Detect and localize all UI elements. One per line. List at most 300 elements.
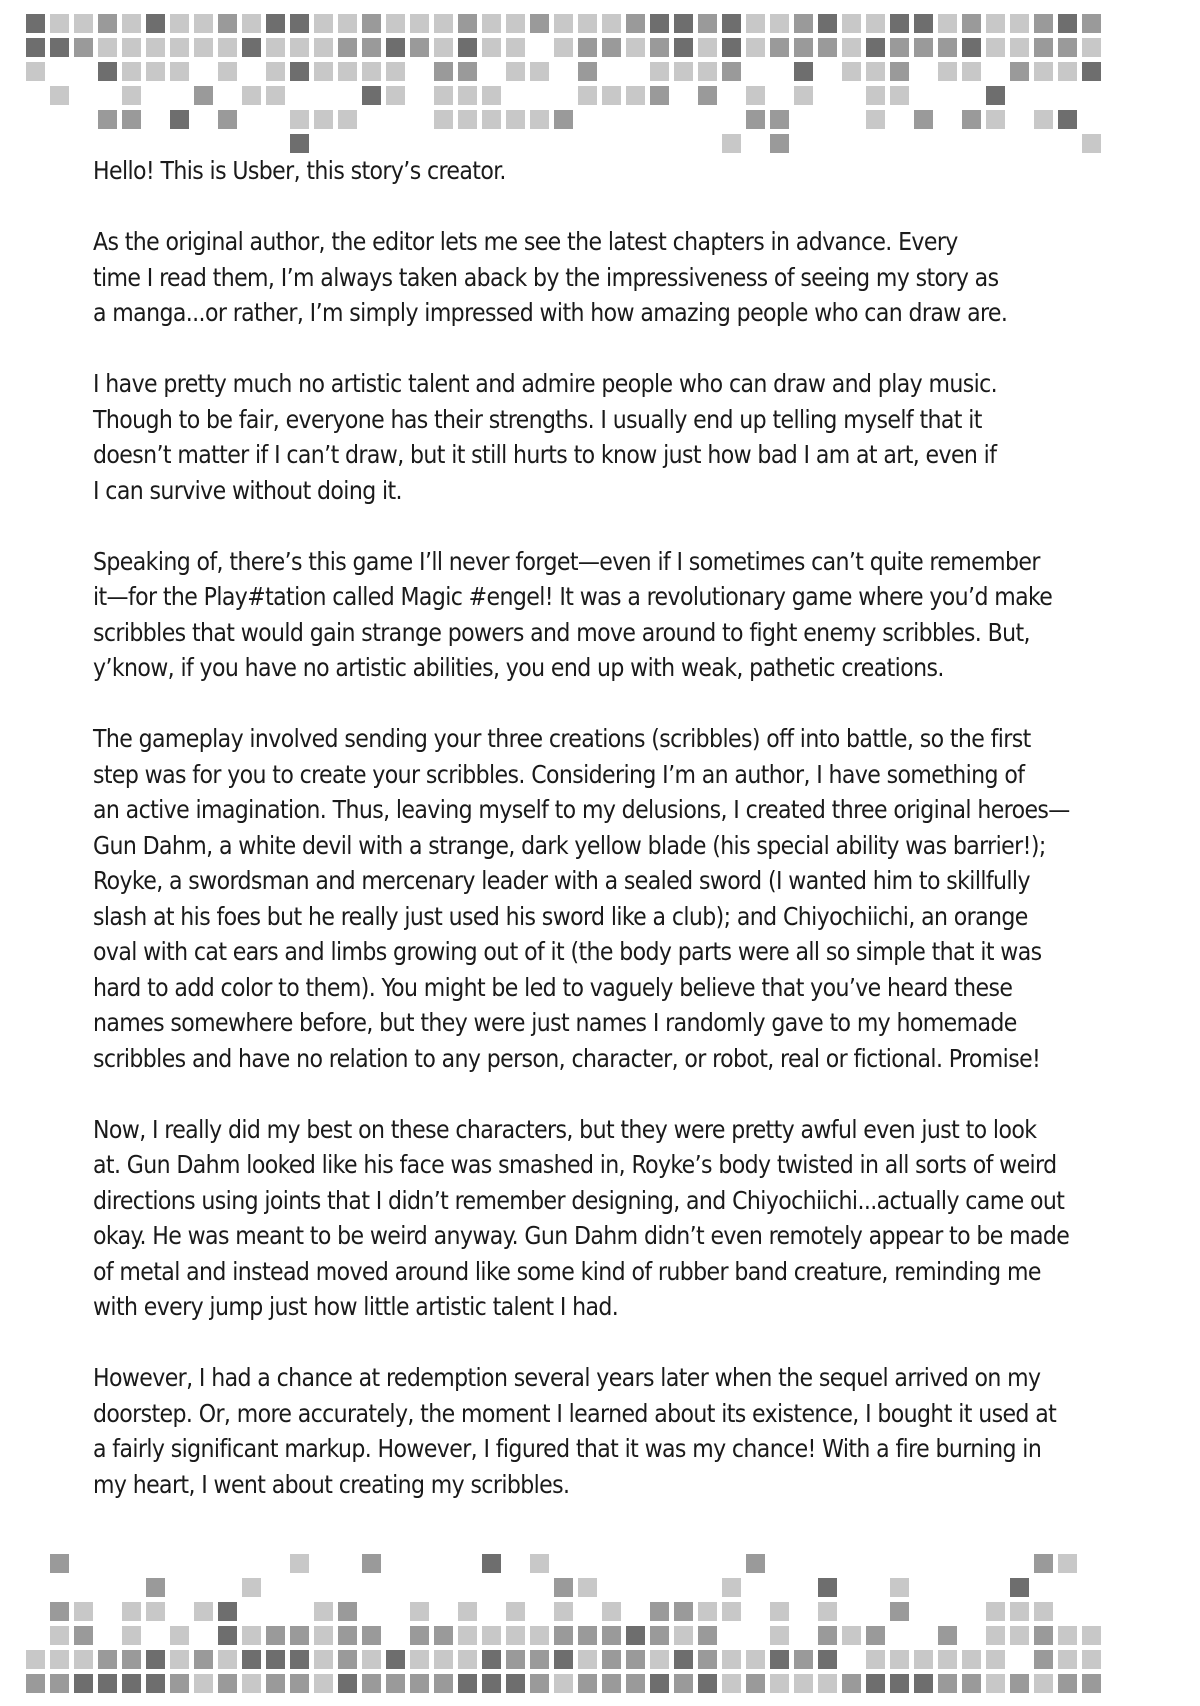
pixel-square [1058,1650,1077,1669]
pixel-square [386,14,405,33]
pixel-square [578,1626,597,1645]
pixel-square [434,110,453,129]
paragraph [93,721,1123,1076]
pixel-square [650,1602,669,1621]
pixel-square [674,1674,693,1693]
pixel-square [698,14,717,33]
pixel-square [1058,14,1077,33]
pixel-square [1034,14,1053,33]
pixel-square [266,1650,285,1669]
pixel-square [866,1626,885,1645]
pixel-square [746,1554,765,1573]
pixel-square [194,38,213,57]
pixel-square [698,62,717,81]
pixel-square [242,1674,261,1693]
pixel-square [170,1626,189,1645]
pixel-square [842,1626,861,1645]
text-line: okay. He was meant to be weird anyway. Gun Dahm didn’t even remotely appear to be made [93,1221,1070,1250]
pixel-square [602,1626,621,1645]
text-line: names somewhere before, but they were just names I randomly gave to my homemade [93,1008,1017,1037]
pixel-square [1058,38,1077,57]
pixel-square [482,38,501,57]
pixel-square [794,14,813,33]
pixel-square [1058,1554,1077,1573]
pixel-square [170,62,189,81]
pixel-square [290,110,309,129]
pixel-square [890,1578,909,1597]
pixel-square [1058,62,1077,81]
pixel-square [506,14,525,33]
pixel-square [938,62,957,81]
pixel-square [554,38,573,57]
pixel-square [794,38,813,57]
pixel-square [914,38,933,57]
pixel-square [482,1674,501,1693]
text-line: scribbles that would gain strange powers and move around to fight enemy scribbles. But, [93,617,1030,647]
pixel-square [314,1626,333,1645]
text-line: doorstep. Or, more accurately, the moment I learned about its existence, I bought it used at [93,1398,1057,1428]
pixel-square [458,62,477,81]
pixel-square [530,1674,549,1693]
pixel-square [962,38,981,57]
pixel-square [98,38,117,57]
pixel-square [1082,1674,1101,1693]
pixel-square [194,1674,213,1693]
pixel-square [434,86,453,105]
text-line: Now, I really did my best on these characters, but they were pretty awful even just to look [93,1114,1037,1144]
pixel-square [602,38,621,57]
pixel-square [170,38,189,57]
pixel-square [338,1674,357,1693]
pixel-square [242,38,261,57]
pixel-square [866,38,885,57]
pixel-square [314,1650,333,1669]
pixel-square [866,14,885,33]
pixel-square [1034,1554,1053,1573]
pixel-square [914,14,933,33]
pixel-square [26,62,45,81]
pixel-square [26,14,45,33]
pixel-square [602,1674,621,1693]
pixel-square [482,1626,501,1645]
pixel-square [194,14,213,33]
pixel-square [842,62,861,81]
pixel-square [650,1674,669,1693]
pixel-square [362,1554,381,1573]
pixel-square [482,86,501,105]
pixel-square [770,1674,789,1693]
pixel-square [218,62,237,81]
pixel-square [314,110,333,129]
pixel-square [914,110,933,129]
pixel-square [314,1674,333,1693]
pixel-square [362,1650,381,1669]
text-line: The gameplay involved sending your three creations (scribbles) off into battle, so the first [93,724,1031,753]
pixel-square [794,86,813,105]
text-line: As the original author, the editor lets me see the latest chapters in advance. Every [93,227,958,256]
pixel-square [578,86,597,105]
text-line: Royke, a swordsman and mercenary leader with a sealed sword (I wanted him to skillfully [93,866,1030,895]
pixel-square [434,1626,453,1645]
pixel-square [578,62,597,81]
pixel-square [218,1674,237,1693]
pixel-square [722,62,741,81]
pixel-square [386,62,405,81]
pixel-square [626,86,645,105]
text-line: an active imagination. Thus, leaving myself to my delusions, I created three original heroes— [93,795,1070,824]
pixel-square [890,1650,909,1669]
pixel-square [146,38,165,57]
pixel-square [986,1650,1005,1669]
pixel-square [554,1602,573,1621]
pixel-square [314,14,333,33]
pixel-square [434,1674,453,1693]
paragraph [93,153,1123,189]
pixel-square [1082,134,1101,153]
pixel-square [530,110,549,129]
pixel-square [962,1674,981,1693]
pixel-square [194,86,213,105]
text-line: hard to add color to them). You might be led to vaguely believe that you’ve heard these [93,972,1013,1002]
pixel-square [506,1602,525,1621]
paragraph [93,366,1123,508]
pixel-square [890,38,909,57]
pixel-square [290,38,309,57]
pixel-square [698,1650,717,1669]
pixel-square [242,1578,261,1597]
pixel-square [818,38,837,57]
pixel-square [674,38,693,57]
pixel-square [938,1674,957,1693]
pixel-square [794,1650,813,1669]
pixel-square [266,1674,285,1693]
pixel-square [458,38,477,57]
pixel-square [962,1650,981,1669]
pixel-square [986,86,1005,105]
pixel-square [1034,1674,1053,1693]
pixel-square [290,1650,309,1669]
pixel-square [338,14,357,33]
pixel-square [938,1650,957,1669]
pixel-square [266,1626,285,1645]
pixel-square [290,1674,309,1693]
pixel-square [770,1626,789,1645]
bottom-pixel-border [0,1546,1200,1706]
pixel-square [770,134,789,153]
pixel-square [1082,62,1101,81]
pixel-square [746,1650,765,1669]
pixel-square [1010,1674,1029,1693]
pixel-square [602,86,621,105]
pixel-square [338,62,357,81]
pixel-square [506,1674,525,1693]
pixel-square [1034,1602,1053,1621]
pixel-square [146,1578,165,1597]
pixel-square [98,1650,117,1669]
pixel-square [938,38,957,57]
pixel-square [746,14,765,33]
pixel-square [506,38,525,57]
pixel-square [122,86,141,105]
pixel-square [554,1650,573,1669]
pixel-square [866,110,885,129]
pixel-square [242,86,261,105]
pixel-square [650,1650,669,1669]
pixel-square [554,1578,573,1597]
pixel-square [1010,1626,1029,1645]
pixel-square [50,1674,69,1693]
pixel-square [1082,14,1101,33]
pixel-square [290,14,309,33]
pixel-square [98,62,117,81]
text-line: directions using joints that I didn’t remember designing, and Chiyochiichi...actually came out [93,1185,1065,1215]
pixel-square [242,1626,261,1645]
pixel-square [122,1602,141,1621]
pixel-square [770,1602,789,1621]
pixel-square [986,14,1005,33]
pixel-square [770,38,789,57]
text-line: I have pretty much no artistic talent and admire people who can draw and play music. [93,369,998,398]
pixel-square [314,62,333,81]
pixel-square [122,1626,141,1645]
text-line: it—for the Play#tation called Magic #engel! It was a revolutionary game where you’d make [93,582,1053,611]
pixel-square [1034,1650,1053,1669]
pixel-square [74,1602,93,1621]
pixel-square [434,14,453,33]
pixel-square [146,1650,165,1669]
pixel-square [170,110,189,129]
pixel-square [890,86,909,105]
text-line: However, I had a chance at redemption several years later when the sequel arrived on my [93,1363,1041,1392]
pixel-square [218,110,237,129]
pixel-square [938,1626,957,1645]
pixel-square [722,134,741,153]
pixel-square [386,86,405,105]
pixel-square [482,14,501,33]
text-line: scribbles and have no relation to any person, character, or robot, real or fictional. Promise! [93,1043,1041,1073]
pixel-square [818,14,837,33]
pixel-square [122,1674,141,1693]
top-pixel-border [0,0,1200,160]
pixel-square [626,14,645,33]
pixel-square [242,1650,261,1669]
pixel-square [50,38,69,57]
pixel-square [698,1674,717,1693]
pixel-square [122,14,141,33]
pixel-square [1058,1674,1077,1693]
pixel-square [146,14,165,33]
pixel-square [1034,1626,1053,1645]
pixel-square [1010,1578,1029,1597]
pixel-square [818,1674,837,1693]
pixel-square [578,1578,597,1597]
pixel-square [650,14,669,33]
pixel-square [986,38,1005,57]
text-line: time I read them, I’m always taken aback by the impressiveness of seeing my story as [93,262,999,292]
pixel-square [1010,38,1029,57]
pixel-square [818,1650,837,1669]
pixel-square [842,1674,861,1693]
pixel-square [434,62,453,81]
pixel-square [1034,62,1053,81]
pixel-square [122,110,141,129]
pixel-square [722,1602,741,1621]
pixel-square [530,62,549,81]
pixel-square [362,14,381,33]
pixel-square [770,110,789,129]
pixel-square [602,1602,621,1621]
pixel-square [650,1626,669,1645]
pixel-square [218,1602,237,1621]
text-line: oval with cat ears and limbs growing out of it (the body parts were all so simple that it was [93,937,1042,966]
pixel-square [746,110,765,129]
pixel-square [626,1650,645,1669]
pixel-square [746,1674,765,1693]
pixel-square [74,1674,93,1693]
pixel-square [578,1674,597,1693]
pixel-square [1082,1626,1101,1645]
pixel-square [1082,1650,1101,1669]
pixel-square [410,1650,429,1669]
pixel-square [338,38,357,57]
pixel-square [578,1650,597,1669]
pixel-square [338,110,357,129]
paragraph [93,1360,1123,1502]
pixel-square [818,1626,837,1645]
pixel-square [890,14,909,33]
pixel-square [722,1674,741,1693]
paragraph [93,1112,1123,1325]
text-line: step was for you to create your scribbles. Considering I’m an author, I have something of [93,759,1025,789]
pixel-square [458,86,477,105]
pixel-square [410,38,429,57]
pixel-square [506,110,525,129]
pixel-square [962,110,981,129]
pixel-square [554,14,573,33]
pixel-square [362,86,381,105]
pixel-square [458,1650,477,1669]
text-line: a fairly significant markup. However, I figured that it was my chance! With a fire burning in [93,1434,1042,1463]
pixel-square [578,38,597,57]
text-line: Gun Dahm, a white devil with a strange, dark yellow blade (his special ability was barrier!); [93,830,1046,860]
pixel-square [74,1650,93,1669]
pixel-square [458,1602,477,1621]
pixel-square [794,62,813,81]
pixel-square [698,86,717,105]
pixel-square [50,14,69,33]
pixel-square [506,1650,525,1669]
pixel-square [722,14,741,33]
pixel-square [458,1626,477,1645]
pixel-square [866,1674,885,1693]
pixel-square [482,1650,501,1669]
pixel-square [482,1554,501,1573]
pixel-square [194,1650,213,1669]
pixel-square [266,62,285,81]
pixel-square [674,1650,693,1669]
pixel-square [74,14,93,33]
pixel-square [26,1674,45,1693]
pixel-square [26,38,45,57]
text-line: with every jump just how little artistic talent I had. [93,1292,619,1321]
pixel-square [506,62,525,81]
pixel-square [410,1602,429,1621]
pixel-square [50,86,69,105]
pixel-square [578,14,597,33]
pixel-square [986,1626,1005,1645]
pixel-square [674,14,693,33]
pixel-square [290,134,309,153]
pixel-square [554,110,573,129]
pixel-square [410,1674,429,1693]
pixel-square [530,1650,549,1669]
text-line: Hello! This is Usber, this story’s creator. [93,156,506,185]
pixel-square [866,62,885,81]
pixel-square [338,1626,357,1645]
pixel-square [338,1602,357,1621]
pixel-square [122,62,141,81]
pixel-square [650,38,669,57]
pixel-square [338,1650,357,1669]
pixel-square [962,62,981,81]
pixel-square [410,1626,429,1645]
pixel-square [1082,38,1101,57]
pixel-square [530,14,549,33]
pixel-square [746,86,765,105]
paragraph [93,544,1123,686]
pixel-square [386,1674,405,1693]
pixel-square [26,1650,45,1669]
pixel-square [986,1674,1005,1693]
paragraph [93,224,1123,331]
pixel-square [962,14,981,33]
pixel-square [266,38,285,57]
pixel-square [1034,110,1053,129]
pixel-square [98,14,117,33]
pixel-square [386,38,405,57]
pixel-square [722,1578,741,1597]
pixel-square [242,14,261,33]
text-line: Speaking of, there’s this game I’ll never forget—even if I sometimes can’t quite remember [93,546,1040,576]
pixel-square [818,1578,837,1597]
pixel-square [362,62,381,81]
pixel-square [602,14,621,33]
pixel-square [98,1674,117,1693]
pixel-square [458,110,477,129]
pixel-square [626,1674,645,1693]
pixel-square [362,1674,381,1693]
pixel-square [890,1602,909,1621]
pixel-square [818,1602,837,1621]
pixel-square [434,38,453,57]
pixel-square [698,1602,717,1621]
pixel-square [770,1650,789,1669]
pixel-square [218,1650,237,1669]
pixel-square [1058,1626,1077,1645]
pixel-square [146,1674,165,1693]
pixel-square [218,1626,237,1645]
pixel-square [746,38,765,57]
pixel-square [290,1626,309,1645]
text-line: doesn’t matter if I can’t draw, but it still hurts to know just how bad I am at art, even if [93,440,997,469]
pixel-square [794,1674,813,1693]
pixel-square [650,62,669,81]
text-line: of metal and instead moved around like some kind of rubber band creature, reminding me [93,1256,1041,1286]
pixel-square [146,1602,165,1621]
pixel-square [290,1554,309,1573]
pixel-square [170,14,189,33]
pixel-square [698,38,717,57]
